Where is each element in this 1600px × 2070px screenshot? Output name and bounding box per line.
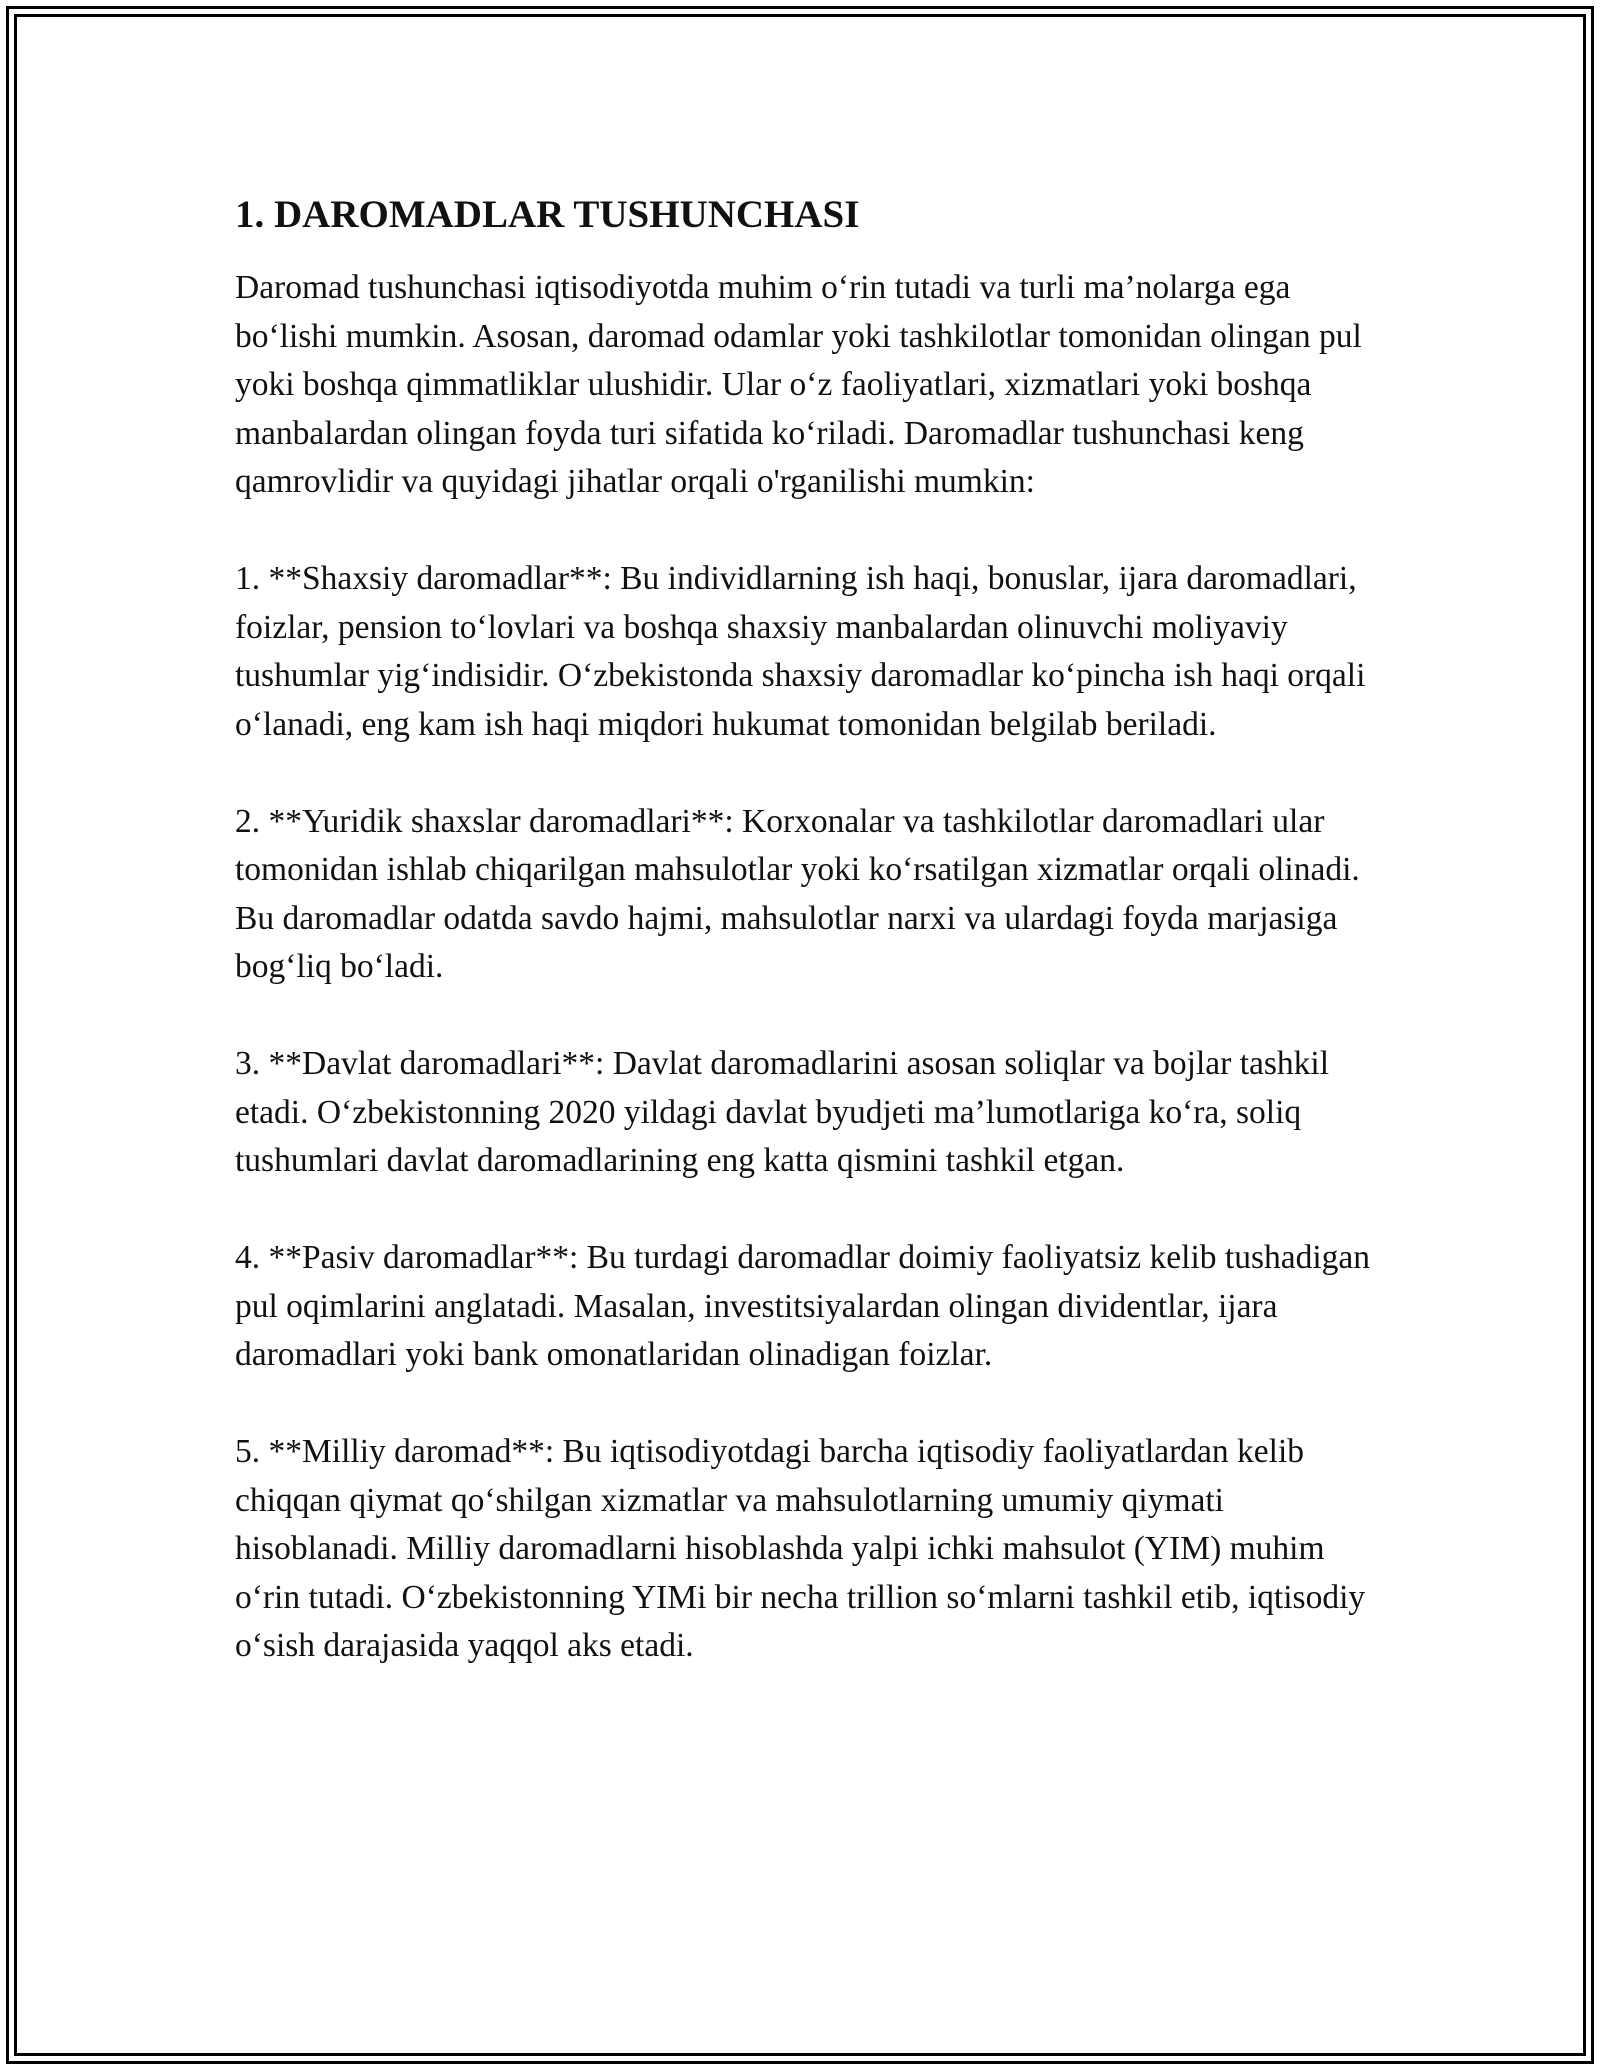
paragraph-personal-income: 1. **Shaxsiy daromadlar**: Bu individlarning ish haqi, bonuslar, ijara daromadlari, foizlar, pension to‘lovlari va boshqa shaxsiy manbalardan olinuvchi moliyaviy tushumlar yig‘indisidir. O‘zbekistonda shaxsiy daromadlar ko‘pincha ish haqi orqali o‘lanadi, eng kam ish haqi miqdori hukumat tomonidan belgilab beriladi. bbox=[235, 560, 1366, 743]
document-title: 1. DAROMADLAR TUSHUNCHASI bbox=[235, 193, 860, 236]
paragraph-legal-entity-income: 2. **Yuridik shaxslar daromadlari**: Korxonalar va tashkilotlar daromadlari ular tomonidan ishlab chiqarilgan mahsulotlar yoki ko‘rsatilgan xizmatlar orqali olinadi. Bu daromadlar odatda savdo hajmi, mahsulotlar narxi va ulardagi foyda marjasiga bog‘liq bo‘ladi. bbox=[235, 802, 1360, 985]
intro-paragraph: Daromad tushunchasi iqtisodiyotda muhim o‘rin tutadi va turli ma’nolarga ega bo‘lishi mumkin. Asosan, daromad odamlar yoki tashkilotlar tomonidan olingan pul yoki boshqa qimmatliklar ulushidir. Ular o‘z faoliyatlari, xizmatlari yoki boshqa manbalardan olingan foyda turi sifatida ko‘riladi. Daromadlar tushunchasi keng qamrovlidir va quyidagi jihatlar orqali o'rganilishi mumkin: bbox=[235, 269, 1362, 500]
paragraph-national-income: 5. **Milliy daromad**: Bu iqtisodiyotdagi barcha iqtisodiy faoliyatlardan kelib chiqqan qiymat qo‘shilgan xizmatlar va mahsulotlarning umumiy qiymati hisoblanadi. Milliy daromadlarni hisoblashda yalpi ichki mahsulot (YIM) muhim o‘rin tutadi. O‘zbekistonning YIMi bir necha trillion so‘mlarni tashkil etib, iqtisodiy o‘sish darajasida yaqqol aks etadi. bbox=[235, 1433, 1366, 1664]
document-body bbox=[235, 188, 1385, 1719]
paragraph-state-income: 3. **Davlat daromadlari**: Davlat daromadlarini asosan soliqlar va bojlar tashkil etadi. O‘zbekistonning 2020 yildagi davlat byudjeti ma’lumotlariga ko‘ra, soliq tushumlari davlat daromadlarining eng katta qismini tashkil etgan. bbox=[235, 1045, 1330, 1179]
paragraph-passive-income: 4. **Pasiv daromadlar**: Bu turdagi daromadlar doimiy faoliyatsiz kelib tushadigan pul oqimlarini anglatadi. Masalan, investitsiyalardan olingan dividentlar, ijara daromadlari yoki bank omonatlaridan olinadigan foizlar. bbox=[235, 1239, 1371, 1373]
